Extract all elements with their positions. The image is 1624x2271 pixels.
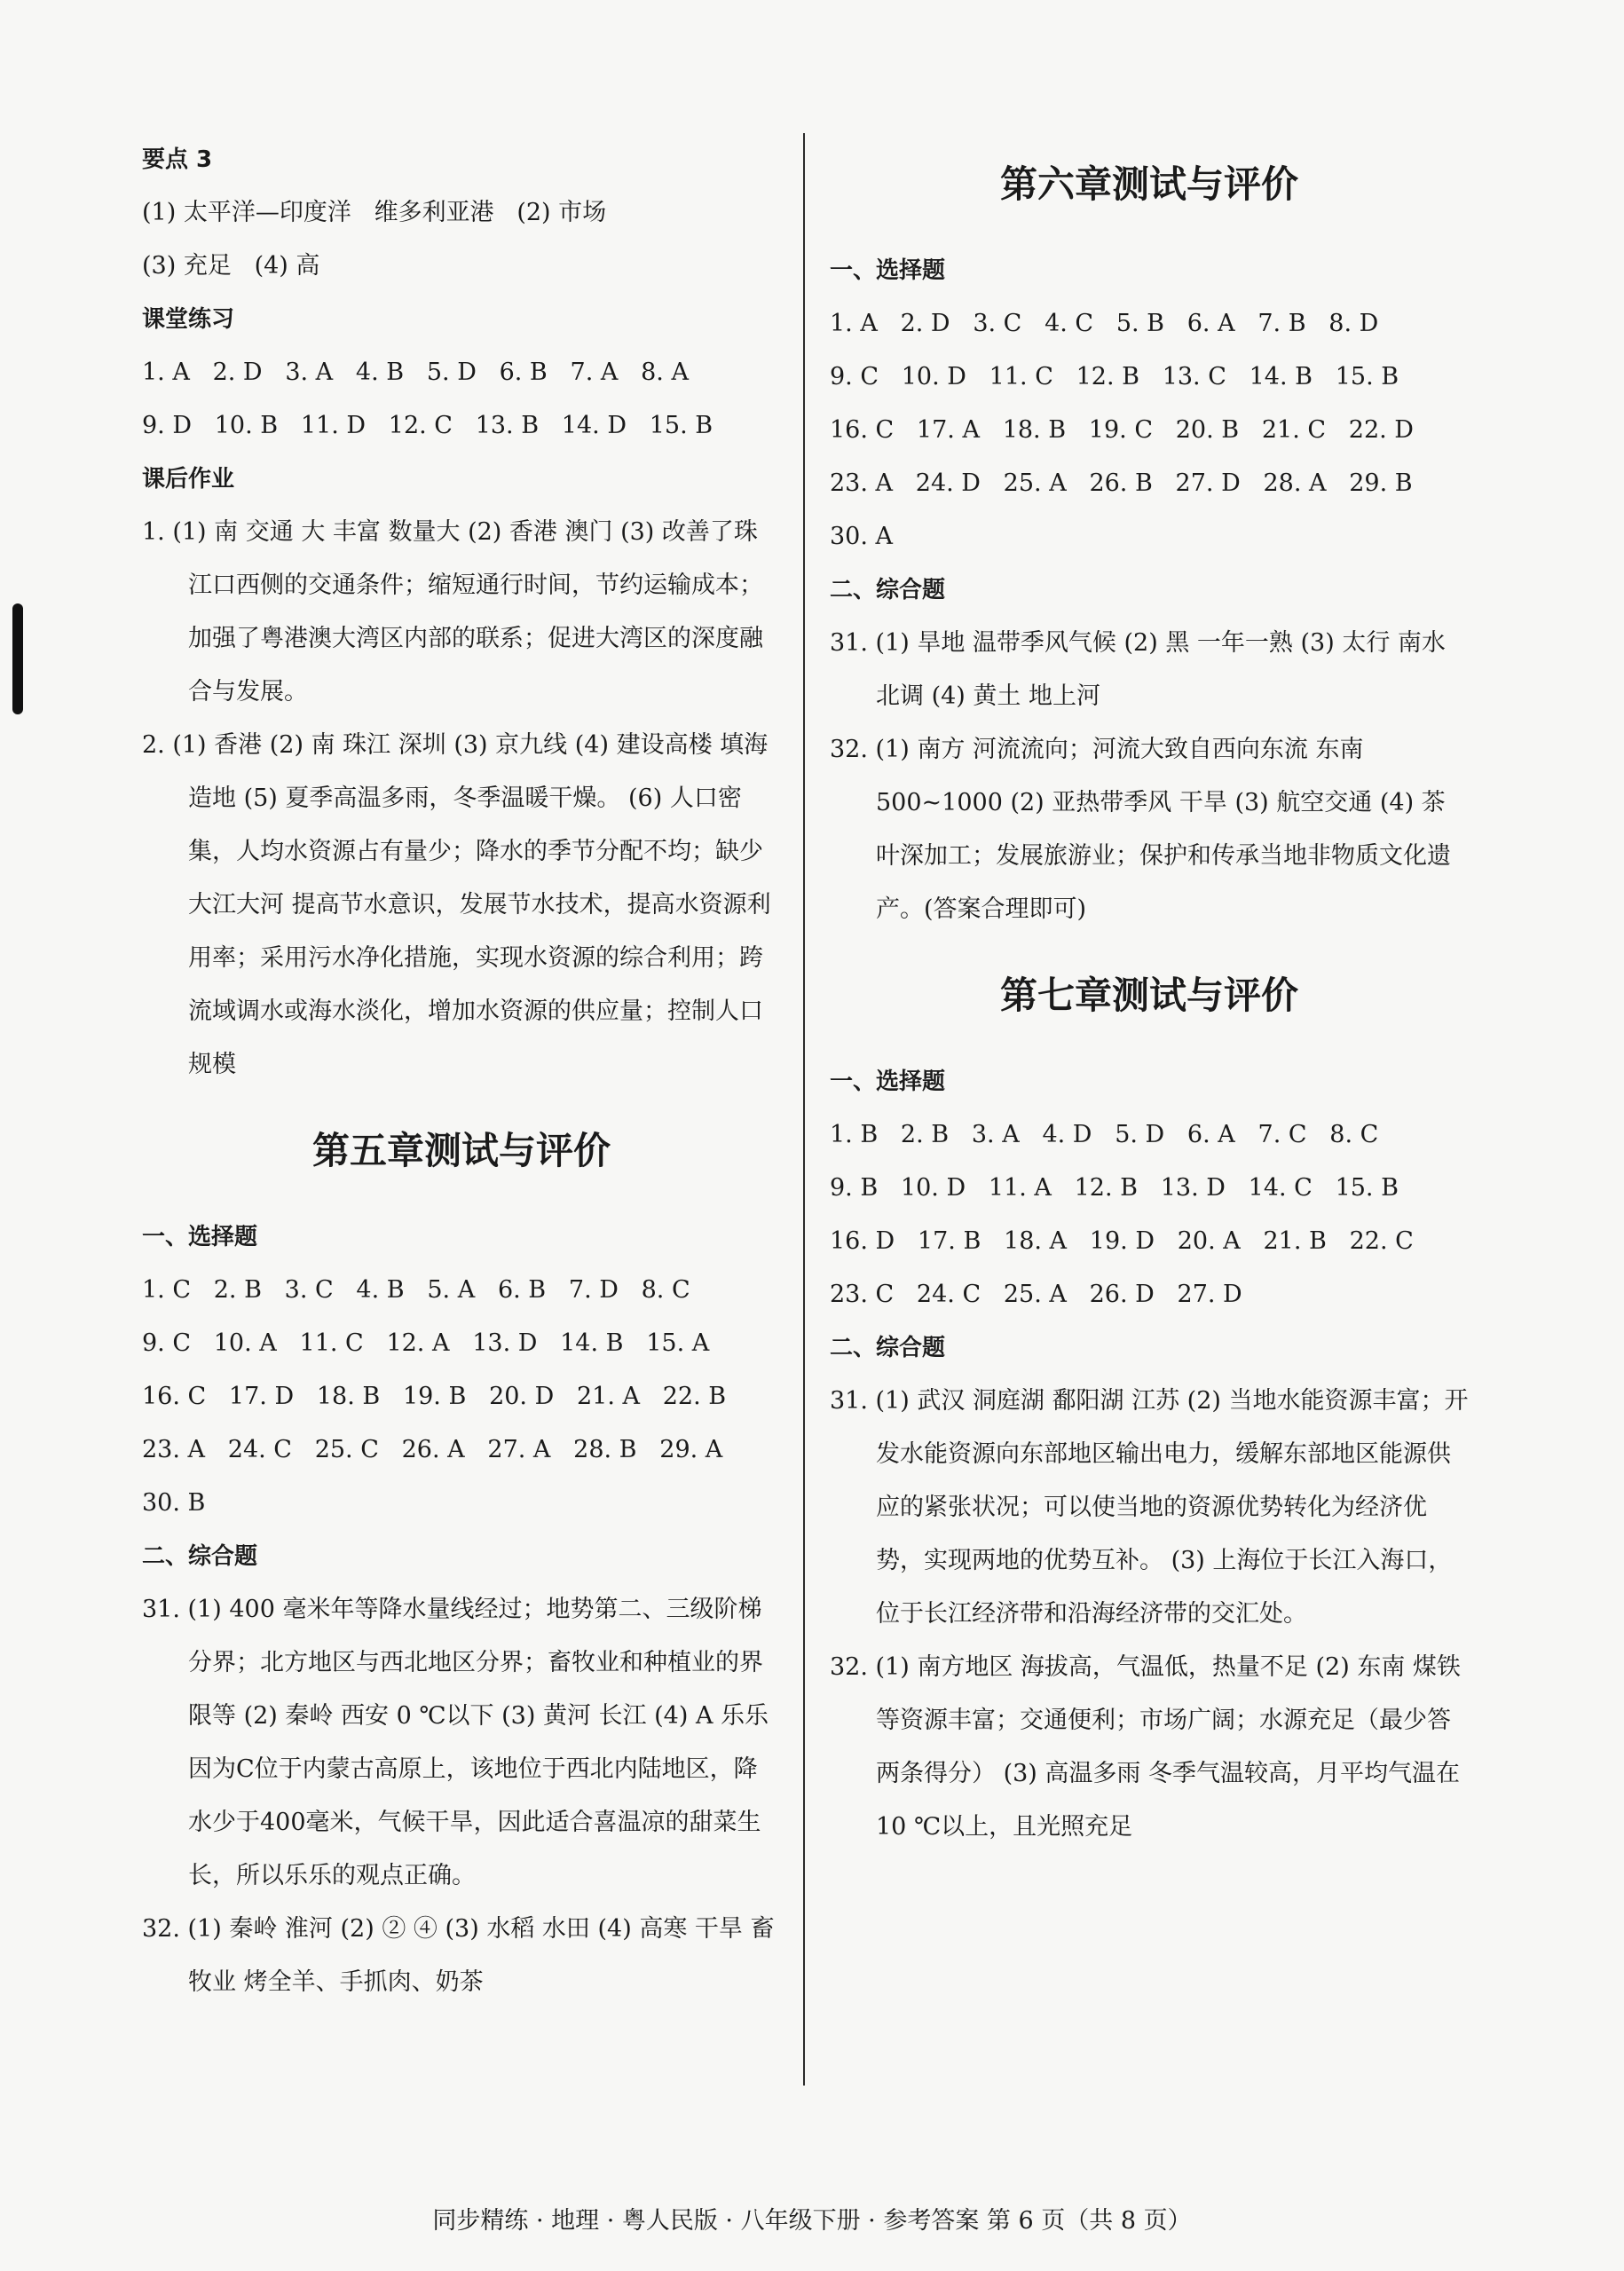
chapter7-mc-answers: 23. C 24. C 25. A 26. D 27. D <box>830 1281 1242 1308</box>
chapter6-comp-answer-32: 32. (1) 南方 河流流向；河流大致自西向东流 东南 500~1000 (2) 亚热带季风 干旱 (3) 航空交通 (4) 茶叶深加工；发展旅游业；保护和传承当地非物质文化遗产。(答案合理即可) <box>830 736 1451 923</box>
chapter6-comp-heading: 二、综合题 <box>830 577 946 603</box>
chapter7-mc-answers: 9. B 10. D 11. A 12. B 13. D 14. C 15. B <box>830 1174 1399 1202</box>
chapter5-comp-heading: 二、综合题 <box>142 1543 258 1570</box>
chapter6-mc-answers: 16. C 17. A 18. B 19. C 20. B 21. C 22. D <box>830 416 1414 444</box>
binding-mark <box>12 603 23 714</box>
chapter5-mc-answers: 23. A 24. C 25. C 26. A 27. A 28. B 29. A <box>142 1436 723 1463</box>
keypoint3-line: (1) 太平洋—印度洋 维多利亚港 (2) 市场 <box>142 199 607 226</box>
classroom-answers: 1. A 2. D 3. A 4. B 5. D 6. B 7. A 8. A <box>142 359 689 386</box>
left-column <box>142 133 781 2009</box>
chapter7-comp-answer-32: 32. (1) 南方地区 海拔高，气温低，热量不足 (2) 东南 煤铁等资源丰富；交通便利；市场广阔；水源充足（最少答两条得分） (3) 高温多雨 冬季气温较高，月平均气温在 10 ℃以上，且光照充足 <box>830 1653 1461 1841</box>
chapter6-mc-answers: 1. A 2. D 3. C 4. C 5. B 6. A 7. B 8. D <box>830 310 1379 337</box>
chapter5-mc-answers: 30. B <box>142 1489 206 1517</box>
right-column <box>830 155 1469 1854</box>
chapter6-mc-answers: 23. A 24. D 25. A 26. B 27. D 28. A 29. B <box>830 469 1413 497</box>
chapter5-comp-answer-32: 32. (1) 秦岭 淮河 (2) ② ④ (3) 水稻 水田 (4) 高寒 干旱 畜牧业 烤全羊、手抓肉、奶茶 <box>142 1915 775 1996</box>
chapter7-mc-heading: 一、选择题 <box>830 1068 946 1095</box>
chapter7-comp-heading: 二、综合题 <box>830 1335 946 1361</box>
keypoint3-heading: 要点 3 <box>142 146 213 173</box>
chapter6-title: 第六章测试与评价 <box>999 162 1298 206</box>
chapter7-mc-answers: 1. B 2. B 3. A 4. D 5. D 6. A 7. C 8. C <box>830 1121 1379 1148</box>
homework-answer-2: 2. (1) 香港 (2) 南 珠江 深圳 (3) 京九线 (4) 建设高楼 填海造地 (5) 夏季高温多雨，冬季温暖干燥。 (6) 人口密集，人均水资源占有量少；降水的季节分配不均；缺少大江大河 提高节水意识，发展节水技术，提高水资源利用率；采用污水净化措施，实现水资源的综合利用；跨流域调水或海水淡化，增加水资源的供应量；控制人口规模 <box>142 731 771 1078</box>
chapter5-comp-answer-31: 31. (1) 400 毫米年等降水量线经过；地势第二、三级阶梯分界；北方地区与西北地区分界；畜牧业和种植业的界限等 (2) 秦岭 西安 0 ℃以下 (3) 黄河 长江 (4) A 乐乐 因为C位于内蒙古高原上，该地位于西北内陆地区，降水少于400毫米，气候干旱，因此适合喜温凉的甜菜生长，所以乐乐的观点正确。 <box>142 1596 769 1889</box>
chapter5-mc-answers: 1. C 2. B 3. C 4. B 5. A 6. B 7. D 8. C <box>142 1276 690 1304</box>
classroom-answers: 9. D 10. B 11. D 12. C 13. B 14. D 15. B <box>142 412 713 439</box>
chapter5-mc-heading: 一、选择题 <box>142 1224 258 1250</box>
chapter6-mc-heading: 一、选择题 <box>830 257 946 284</box>
chapter5-title: 第五章测试与评价 <box>311 1129 611 1172</box>
keypoint3-line: (3) 充足 (4) 高 <box>142 252 320 280</box>
chapter6-mc-answers: 9. C 10. D 11. C 12. B 13. C 14. B 15. B <box>830 363 1399 390</box>
chapter5-mc-answers: 9. C 10. A 11. C 12. A 13. D 14. B 15. A <box>142 1329 710 1357</box>
column-divider <box>803 133 805 2086</box>
chapter6-mc-answers: 30. A <box>830 523 894 550</box>
page-footer: 同步精练 · 地理 · 粤人民版 · 八年级下册 · 参考答案 第 6 页（共 8 页） <box>432 2207 1192 2235</box>
chapter7-comp-answer-31: 31. (1) 武汉 洞庭湖 鄱阳湖 江苏 (2) 当地水能资源丰富；开发水能资源向东部地区输出电力，缓解东部地区能源供应的紧张状况；可以使当地的资源优势转化为经济优势，实现两地的优势互补。 (3) 上海位于长江入海口，位于长江经济带和沿海经济带的交汇处。 <box>830 1387 1469 1628</box>
classroom-heading: 课堂练习 <box>142 306 235 333</box>
chapter5-mc-answers: 16. C 17. D 18. B 19. B 20. D 21. A 22. B <box>142 1383 727 1410</box>
homework-heading: 课后作业 <box>142 466 235 493</box>
chapter7-mc-answers: 16. D 17. B 18. A 19. D 20. A 21. B 22. C <box>830 1227 1414 1255</box>
chapter6-comp-answer-31: 31. (1) 旱地 温带季风气候 (2) 黑 一年一熟 (3) 太行 南水北调 (4) 黄土 地上河 <box>830 629 1446 710</box>
homework-answer-1: 1. (1) 南 交通 大 丰富 数量大 (2) 香港 澳门 (3) 改善了珠江口西侧的交通条件；缩短通行时间，节约运输成本；加强了粤港澳大湾区内部的联系；促进大湾区的深度融合与发展。 <box>142 518 763 706</box>
chapter7-title: 第七章测试与评价 <box>999 974 1298 1017</box>
